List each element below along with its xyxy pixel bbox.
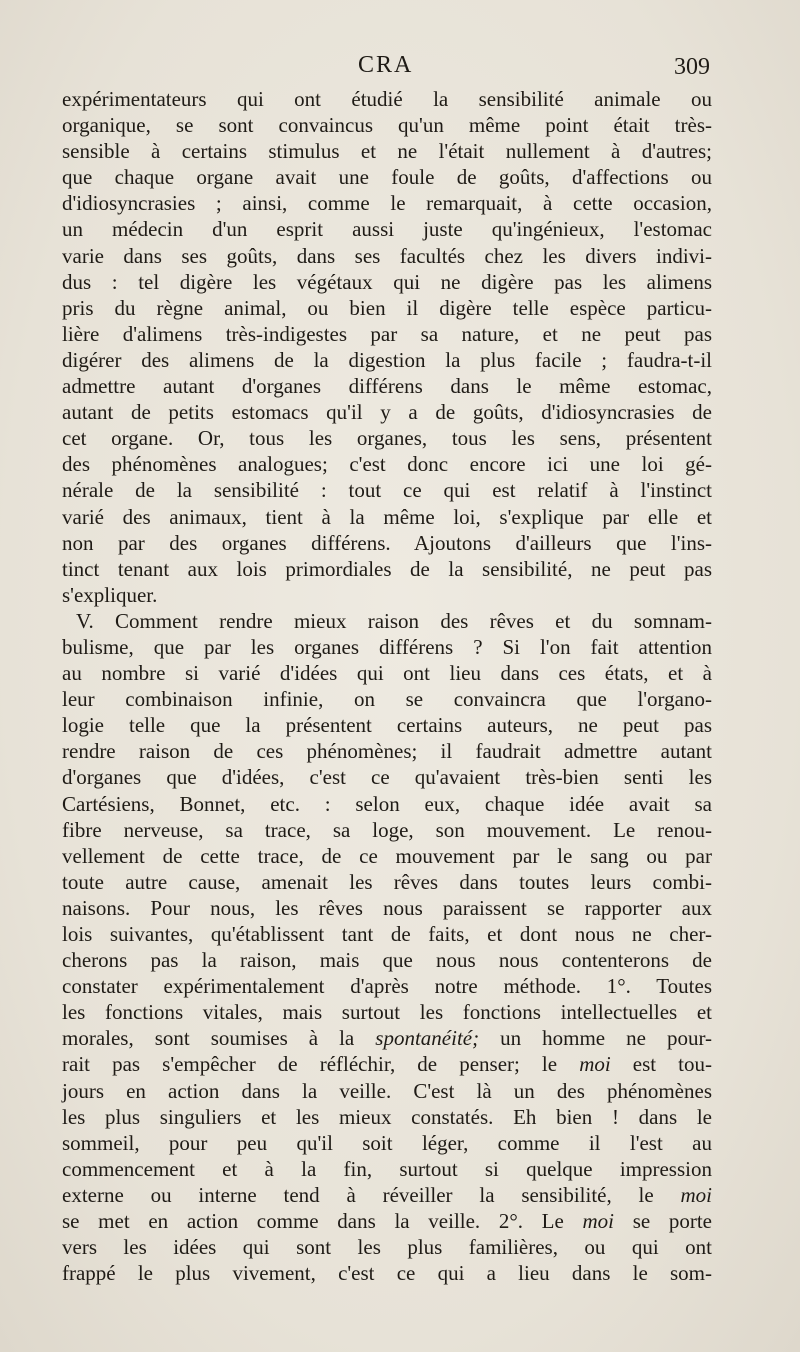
text-line-content: externe ou interne tend à réveiller la sensibilité, le	[62, 1182, 654, 1207]
page-number: 309	[674, 54, 710, 80]
text-line	[62, 843, 712, 869]
text-line	[62, 269, 712, 295]
text-line	[62, 869, 712, 895]
text-line	[62, 1182, 712, 1208]
italic-word: moi	[582, 1209, 615, 1234]
text-line	[62, 190, 712, 216]
text-line	[62, 582, 712, 608]
text-line	[62, 530, 712, 556]
text-line-content: autant de petits estomacs qu'il y a de goûts, d'idiosyncrasies de	[62, 400, 712, 425]
text-line-continuation: un homme ne pour-	[479, 1026, 713, 1051]
text-line-continuation: se porte	[614, 1209, 713, 1234]
text-line-content: nérale de la sensibilité : tout ce qui est relatif à l'instinct	[62, 478, 712, 503]
text-line	[62, 1208, 712, 1234]
text-line	[62, 1078, 712, 1104]
text-line-content: bulisme, que par les organes différens ? Si l'on fait attention	[62, 634, 712, 659]
text-line-content: morales, sont soumises à la	[62, 1026, 355, 1051]
text-line-content: constater expérimentalement d'après notre méthode. 1°. Toutes	[62, 974, 712, 999]
text-line	[62, 660, 712, 686]
text-line-content: lière d'alimens très-indigestes par sa nature, et ne peut pas	[62, 321, 712, 346]
text-line	[62, 556, 712, 582]
text-line	[62, 999, 712, 1025]
text-line-continuation: est tou-	[610, 1052, 713, 1077]
text-line-content: organique, se sont convaincus qu'un même point était très-	[62, 113, 712, 138]
text-line-content: vellement de cette trace, de ce mouvement par le sang ou par	[62, 843, 712, 868]
text-line-content: toute autre cause, amenait les rêves dans toutes leurs combi-	[62, 869, 712, 894]
text-line	[62, 817, 712, 843]
running-head-title: CRA	[358, 52, 414, 78]
text-line	[62, 164, 712, 190]
text-line-content: se met en action comme dans la veille. 2°. Le	[62, 1209, 564, 1234]
text-line-content: les fonctions vitales, mais surtout les fonctions intellectuelles et	[62, 1000, 712, 1025]
text-line	[62, 791, 712, 817]
text-line	[62, 738, 712, 764]
text-line	[62, 1104, 712, 1130]
text-line-content: un médecin d'un esprit aussi juste qu'ingénieux, l'estomac	[62, 217, 712, 242]
text-line-content: digérer des alimens de la digestion la plus facile ; faudra-t-il	[62, 347, 712, 372]
text-line	[62, 112, 712, 138]
text-line	[62, 86, 712, 112]
text-line	[62, 764, 712, 790]
text-line-content: non par des organes différens. Ajoutons d'ailleurs que l'ins-	[62, 530, 712, 555]
text-line	[62, 425, 712, 451]
text-line	[62, 921, 712, 947]
text-line-content: pris du règne animal, ou bien il digère telle espèce particu-	[62, 295, 712, 320]
text-line-content: d'idiosyncrasies ; ainsi, comme le remarquait, à cette occasion,	[62, 191, 712, 216]
text-line	[62, 477, 712, 503]
text-line	[62, 1234, 712, 1260]
text-line-content: tinct tenant aux lois primordiales de la sensibilité, ne peut pas	[62, 556, 712, 581]
italic-word: moi	[680, 1182, 712, 1207]
text-line	[62, 1130, 712, 1156]
text-line-content: varie dans ses goûts, dans ses facultés chez les divers indivi-	[62, 243, 712, 268]
text-line	[62, 321, 712, 347]
text-line-content: cet organe. Or, tous les organes, tous les sens, présentent	[62, 426, 712, 451]
text-line	[62, 451, 712, 477]
text-line-content: Cartésiens, Bonnet, etc. : selon eux, chaque idée avait sa	[62, 791, 712, 816]
body-text	[62, 86, 712, 1286]
text-line	[62, 295, 712, 321]
text-line-content: d'organes que d'idées, c'est ce qu'avaient très-bien senti les	[62, 765, 712, 790]
text-line-content: vers les idées qui sont les plus familières, ou qui ont	[62, 1235, 712, 1260]
text-line-content: lois suivantes, qu'établissent tant de faits, et dont nous ne cher-	[62, 922, 712, 946]
text-line-content: admettre autant d'organes différens dans le même estomac,	[62, 374, 712, 399]
running-head	[0, 52, 800, 86]
text-line-content: jours en action dans la veille. C'est là un des phénomènes	[62, 1078, 712, 1103]
text-line-content: rendre raison de ces phénomènes; il faudrait admettre autant	[62, 739, 712, 764]
text-line-content: des phénomènes analogues; c'est donc encore ici une loi gé-	[62, 452, 712, 477]
text-line	[62, 895, 712, 921]
text-line-content: rait pas s'empêcher de réfléchir, de penser; le	[62, 1052, 558, 1077]
text-line-content: commencement et à la fin, surtout si quelque impression	[62, 1156, 712, 1181]
text-line	[62, 973, 712, 999]
text-line	[62, 608, 712, 634]
text-line	[62, 243, 712, 269]
text-line	[62, 138, 712, 164]
text-line-content: dus : tel digère les végétaux qui ne digère pas les alimens	[62, 269, 712, 294]
text-line	[62, 373, 712, 399]
text-line	[62, 399, 712, 425]
text-line-content: frappé le plus vivement, c'est ce qui a lieu dans le som-	[62, 1261, 712, 1286]
text-line	[62, 1051, 712, 1077]
text-line-content: V. Comment rendre mieux raison des rêves et du somnam-	[76, 608, 712, 633]
text-line-content: varié des animaux, tient à la même loi, s'explique par elle et	[62, 504, 712, 529]
text-line	[62, 347, 712, 373]
italic-word: spontanéité;	[375, 1026, 480, 1051]
text-line-content: s'expliquer.	[62, 582, 158, 607]
text-line	[62, 1025, 712, 1051]
text-line	[62, 504, 712, 530]
text-line	[62, 634, 712, 660]
text-line	[62, 216, 712, 242]
text-line-content: au nombre si varié d'idées qui ont lieu dans ces états, et à	[62, 661, 712, 686]
text-line-content: cherons pas la raison, mais que nous nous contenterons de	[62, 948, 712, 973]
text-line-content: que chaque organe avait une foule de goûts, d'affections ou	[62, 165, 712, 190]
text-line	[62, 1156, 712, 1182]
text-line-content: fibre nerveuse, sa trace, sa loge, son mouvement. Le renou-	[62, 817, 712, 842]
text-line-content: sensible à certains stimulus et ne l'était nullement à d'autres;	[62, 139, 712, 164]
text-line	[62, 712, 712, 738]
text-line	[62, 686, 712, 712]
text-line-content: sommeil, pour peu qu'il soit léger, comme il l'est au	[62, 1130, 712, 1155]
text-line-content: expérimentateurs qui ont étudié la sensibilité animale ou	[62, 87, 712, 111]
italic-word: moi	[579, 1052, 611, 1077]
text-line-content: naisons. Pour nous, les rêves nous paraissent se rapporter aux	[62, 895, 712, 920]
text-line	[62, 947, 712, 973]
text-line-content: leur combinaison infinie, on se convaincra que l'organo-	[62, 687, 712, 712]
text-line-content: les plus singuliers et les mieux constatés. Eh bien ! dans le	[62, 1104, 712, 1129]
text-line	[62, 1260, 712, 1286]
text-line-content: logie telle que la présentent certains auteurs, ne peut pas	[62, 713, 712, 738]
